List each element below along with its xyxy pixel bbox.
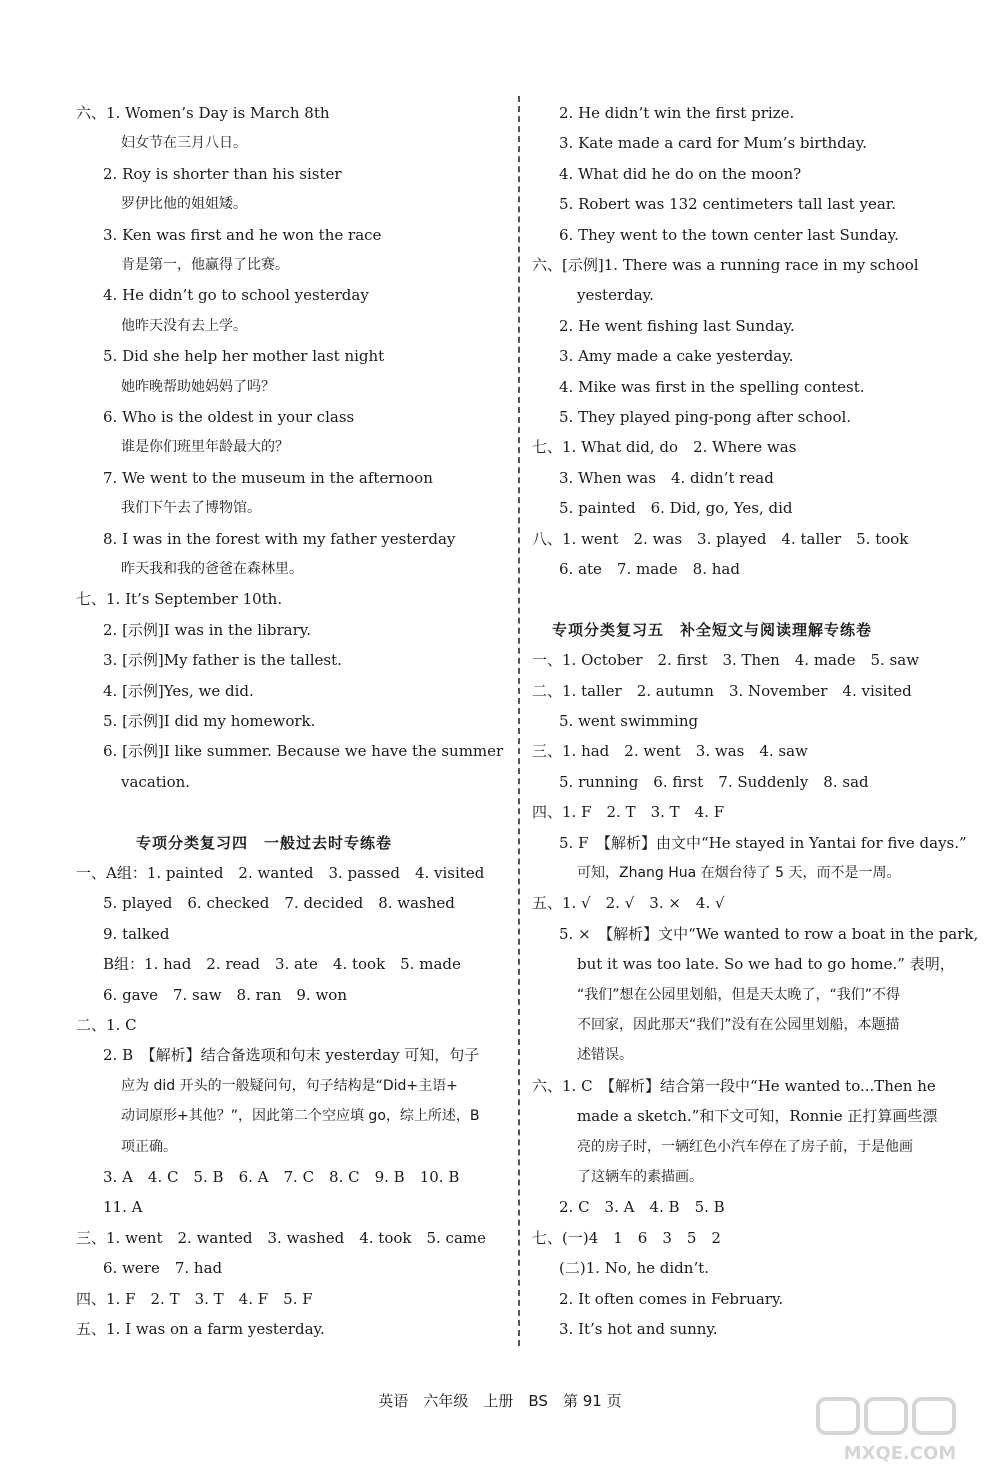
answer-line: 动词原形+其他？”，因此第二个空应填 go，综上所述，B: [121, 1108, 480, 1125]
answer-line: 2. Roy is shorter than his sister: [103, 164, 342, 183]
answer-line: 罗伊比他的姐姐矮。: [121, 196, 247, 213]
watermark-logo: [810, 1395, 990, 1465]
answer-line: 3. [示例]My father is the tallest.: [103, 651, 342, 670]
answer-line: 二、1. C: [76, 1016, 137, 1034]
answer-line: (二)1. No, he didn’t.: [559, 1259, 710, 1278]
answer-line: 5. went swimming: [559, 712, 699, 730]
answer-line: 三、1. had 2. went 3. was 4. saw: [532, 742, 808, 761]
answer-line: 五、1. √ 2. √ 3. × 4. √: [532, 894, 725, 913]
answer-line: 9. talked: [103, 924, 170, 943]
answer-line: 应为 did 开头的一般疑问句，句子结构是“Did+主语+: [121, 1077, 458, 1094]
answer-line: 一、1. October 2. first 3. Then 4. made 5. saw: [532, 651, 920, 670]
answer-line: but it was too late. So we had to go home.” 表明，: [577, 955, 955, 974]
answer-line: 2. He went fishing last Sunday.: [559, 316, 795, 335]
answer-line: 亮的房子时，一辆红色小汽车停在了房子前，于是他画: [577, 1138, 913, 1155]
answer-line: 3. Amy made a cake yesterday.: [559, 347, 794, 366]
answer-line: 3. Kate made a card for Mum’s birthday.: [559, 134, 867, 153]
section-title: 专项分类复习五 补全短文与阅读理解专练卷: [552, 620, 873, 639]
page-footer: 英语 六年级 上册 BS 第 91 页: [378, 1392, 622, 1410]
answer-line: 6. were 7. had: [103, 1259, 223, 1278]
answer-line: 项正确。: [121, 1138, 177, 1155]
answer-line: 四、1. F 2. T 3. T 4. F: [532, 803, 725, 822]
answer-line: 4. [示例]Yes, we did.: [103, 681, 254, 700]
answer-line: 6. gave 7. saw 8. ran 9. won: [103, 985, 347, 1004]
answer-line: 6. ate 7. made 8. had: [559, 560, 740, 578]
answer-line: 不回家，因此那天“我们”没有在公园里划船，本题描: [577, 1017, 900, 1033]
answer-line: 二、1. taller 2. autumn 3. November 4. visited: [532, 681, 912, 700]
answer-line: 她昨晚帮助她妈妈了吗？: [121, 378, 275, 395]
answer-line: 七、1. What did, do 2. Where was: [532, 438, 797, 457]
answer-line: 8. I was in the forest with my father yesterday: [103, 529, 456, 548]
answer-line: 了这辆车的素描画。: [577, 1169, 703, 1185]
answer-line: 2. [示例]I was in the library.: [103, 620, 312, 639]
column-divider: [518, 96, 520, 1346]
answer-line: yesterday.: [577, 286, 654, 305]
answer-line: 5. Did she help her mother last night: [103, 347, 385, 366]
answer-line: 谁是你们班里年龄最大的？: [121, 439, 289, 456]
answer-line: 四、1. F 2. T 3. T 4. F 5. F: [76, 1289, 313, 1308]
answer-line: 八、1. went 2. was 3. played 4. taller 5. took: [532, 529, 909, 548]
answer-line: 三、1. went 2. wanted 3. washed 4. took 5. came: [76, 1228, 486, 1247]
answer-line: 5. Robert was 132 centimeters tall last year.: [559, 195, 897, 214]
answer-line: made a sketch.”和下文可知，Ronnie 正打算画些漂: [577, 1107, 938, 1126]
answer-line: 6. Who is the oldest in your class: [103, 408, 355, 426]
answer-line: 肯是第一，他赢得了比赛。: [121, 257, 289, 273]
answer-line: 昨天我和我的爸爸在森林里。: [121, 561, 303, 577]
answer-line: 七、(一)4 1 6 3 5 2: [532, 1228, 721, 1247]
answer-line: 5. played 6. checked 7. decided 8. washed: [103, 894, 455, 913]
answer-line: 3. A 4. C 5. B 6. A 7. C 8. C 9. B 10. B: [103, 1168, 460, 1186]
answer-line: 六、1. C 【解析】结合第一段中“He wanted to...Then he: [532, 1076, 936, 1095]
answer-line: 六、[示例]1. There was a running race in my school: [532, 256, 919, 274]
answer-line: 述错误。: [577, 1047, 633, 1064]
answer-line: 五、1. I was on a farm yesterday.: [76, 1320, 325, 1338]
answer-line: 7. We went to the museum in the afternoon: [103, 468, 433, 487]
answer-line: 3. It’s hot and sunny.: [559, 1320, 718, 1338]
answer-line: 5. [示例]I did my homework.: [103, 712, 316, 730]
answer-line: 他昨天没有去上学。: [121, 317, 247, 334]
answer-line: 我们下午去了博物馆。: [121, 500, 261, 517]
answer-line: 六、1. Women’s Day is March 8th: [76, 104, 330, 122]
watermark-text: MXQE.COM: [843, 1443, 957, 1464]
answer-line: 5. painted 6. Did, go, Yes, did: [559, 499, 793, 518]
answer-line: 七、1. It’s September 10th.: [76, 590, 283, 609]
answer-line: 一、A组：1. painted 2. wanted 3. passed 4. visited: [76, 864, 485, 882]
answer-line: 5. F 【解析】由文中“He stayed in Yantai for five days.”: [559, 833, 967, 852]
answer-line: 6. They went to the town center last Sunday.: [559, 225, 899, 244]
answer-line: 妇女节在三月八日。: [121, 135, 247, 152]
answer-line: 2. He didn’t win the first prize.: [559, 104, 795, 122]
answer-line: 可知，Zhang Hua 在烟台待了 5 天，而不是一周。: [577, 865, 901, 881]
answer-line: 5. running 6. first 7. Suddenly 8. sad: [559, 772, 869, 791]
section-title: 专项分类复习四 一般过去时专练卷: [136, 833, 393, 852]
answer-line: 5. × 【解析】文中“We wanted to row a boat in the park,: [559, 924, 979, 943]
answer-line: 3. Ken was first and he won the race: [103, 225, 382, 244]
answer-line: 2. C 3. A 4. B 5. B: [559, 1198, 725, 1217]
answer-line: 11. A: [103, 1198, 143, 1217]
answer-line: 4. He didn’t go to school yesterday: [103, 286, 369, 305]
answer-line: 4. Mike was first in the spelling contest.: [559, 377, 865, 396]
answer-line: 6. [示例]I like summer. Because we have the summer: [103, 742, 504, 761]
answer-line: 5. They played ping-pong after school.: [559, 408, 852, 426]
answer-line: 3. When was 4. didn’t read: [559, 468, 774, 487]
answer-line: 2. It often comes in February.: [559, 1289, 784, 1308]
answer-line: vacation.: [121, 772, 191, 791]
answer-line: 4. What did he do on the moon?: [559, 164, 802, 183]
answer-line: B组：1. had 2. read 3. ate 4. took 5. made: [103, 955, 461, 974]
answer-line: “我们”想在公园里划船，但是天太晚了，“我们”不得: [577, 986, 901, 1003]
answer-line: 2. B 【解析】结合备选项和句末 yesterday 可知，句子: [103, 1046, 480, 1065]
